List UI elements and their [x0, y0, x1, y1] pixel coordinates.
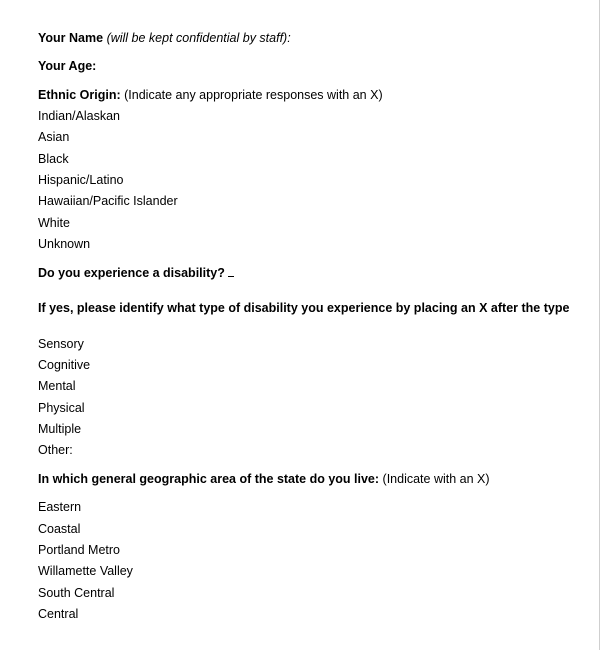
- disability-type-label: If yes, please identify what type of disability you experience by placing an X after the type: [38, 301, 570, 315]
- geographic-option: Central: [38, 607, 79, 621]
- ethnic-origin-label: Ethnic Origin:: [38, 88, 121, 102]
- disability-option: Sensory: [38, 337, 84, 351]
- geographic-option: Portland Metro: [38, 543, 120, 557]
- disability-question-label: Do you experience a disability?: [38, 266, 225, 280]
- ethnic-option: Unknown: [38, 237, 91, 251]
- geographic-option: Willamette Valley: [38, 564, 133, 578]
- name-field-note: (will be kept confidential by staff):: [106, 31, 291, 45]
- geographic-area-row: [38, 472, 490, 487]
- disability-question-row: [38, 265, 234, 281]
- geographic-option: South Central: [38, 586, 115, 600]
- disability-answer-blank[interactable]: [228, 265, 234, 277]
- ethnic-option: Hispanic/Latino: [38, 173, 124, 187]
- disability-option: Cognitive: [38, 358, 91, 372]
- ethnic-origin-instruction: (Indicate any appropriate responses with an X): [124, 88, 383, 102]
- name-field-label: Your Name: [38, 31, 104, 45]
- ethnic-option: Black: [38, 152, 69, 166]
- disability-option: Other:: [38, 443, 73, 457]
- name-field-row: [38, 31, 291, 46]
- ethnic-option: Hawaiian/Pacific Islander: [38, 194, 178, 208]
- ethnic-option: Asian: [38, 130, 70, 144]
- geographic-area-instruction: (Indicate with an X): [382, 472, 490, 486]
- ethnic-origin-row: [38, 88, 383, 103]
- disability-option: Multiple: [38, 422, 82, 436]
- disability-option: Mental: [38, 379, 76, 393]
- ethnic-option: Indian/Alaskan: [38, 109, 121, 123]
- geographic-option: Coastal: [38, 522, 81, 536]
- geographic-area-label: In which general geographic area of the state do you live:: [38, 472, 380, 486]
- age-field-label: Your Age:: [38, 59, 97, 73]
- disability-option: Physical: [38, 401, 85, 415]
- geographic-option: Eastern: [38, 500, 82, 514]
- ethnic-option: White: [38, 216, 70, 230]
